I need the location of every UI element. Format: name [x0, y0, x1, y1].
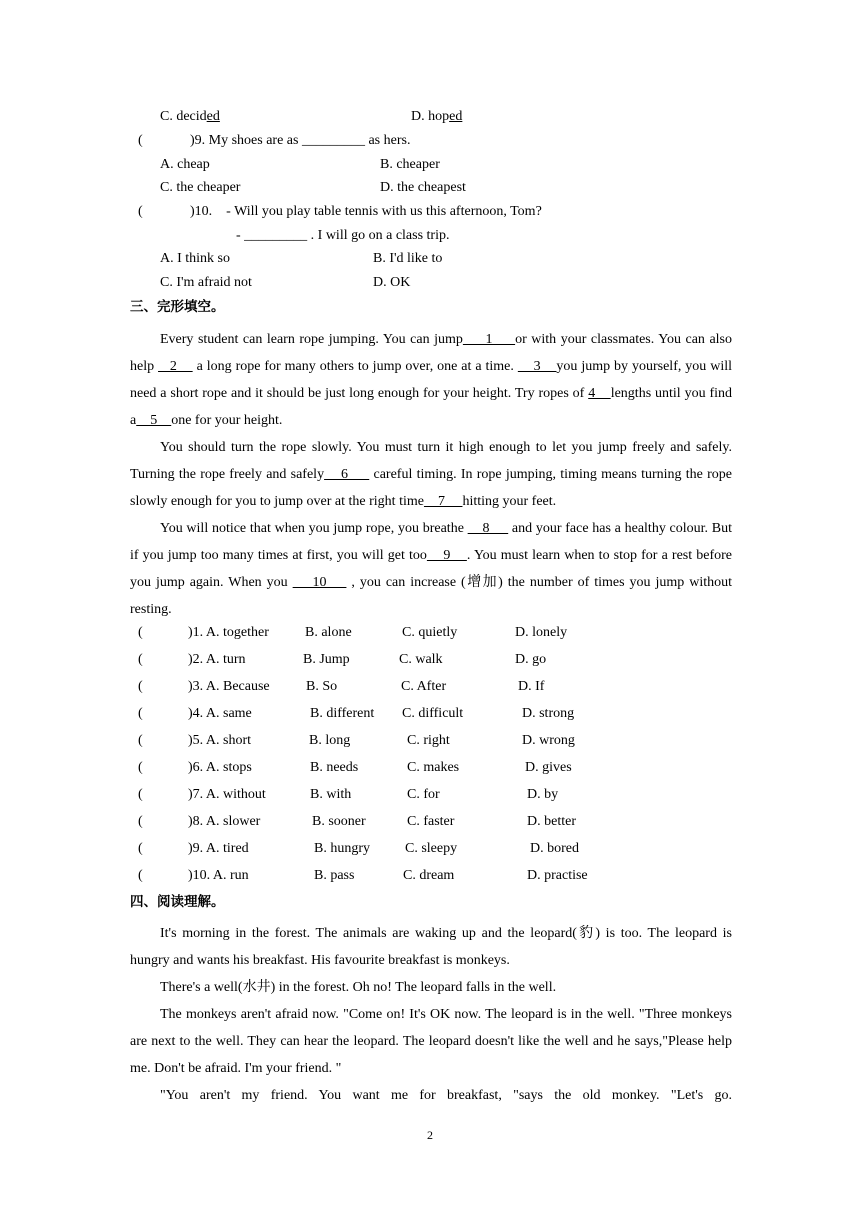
q9-paren: ( — [138, 133, 143, 148]
q9-stem: )9. My shoes are as _________ as hers. — [190, 133, 411, 148]
cloze-text: careful timing. In rope jumping, timing means turning the rope slowly enough for you to jump over at the right time — [130, 467, 732, 509]
option-paren: ( — [138, 787, 143, 802]
cloze-text: You will notice that when you jump rope, you breathe — [160, 521, 468, 536]
option-c: C. right — [407, 733, 450, 748]
page-number: 2 — [427, 1128, 433, 1142]
q9-option-c: C. the cheaper — [160, 180, 241, 195]
option-b: B. Jump — [303, 652, 350, 667]
cloze-text: You should turn the rope slowly. You must turn it high enough to let you jump freely and safely. Turning the rope freely and safely — [130, 440, 732, 482]
option-a: )4. A. same — [188, 706, 252, 721]
q9-option-d: D. the cheapest — [380, 180, 466, 195]
q8-option-c: C. decided — [160, 109, 220, 124]
cloze-text: you jump by yourself, you will need a short rope and it should be just long enough for your height. Try ropes of — [130, 359, 733, 401]
option-c: C. sleepy — [405, 841, 458, 856]
option-a: )9. A. tired — [188, 841, 249, 856]
option-d: D. wrong — [522, 733, 575, 748]
q10-option-b: B. I'd like to — [373, 251, 443, 266]
option-paren: ( — [138, 679, 143, 694]
option-b: B. pass — [314, 868, 355, 883]
option-d: D. lonely — [515, 625, 568, 640]
option-d: D. better — [527, 814, 576, 829]
option-c: C. After — [401, 679, 447, 694]
reading-paragraph-3: The monkeys aren't afraid now. "Come on! It's OK now. The leopard is in the well. "Three monkeys are next to the well. They can hear the leopard. The leopard doesn't like the well and he says,"Please help me. Don't be afraid. I'm your friend. " — [130, 1007, 732, 1076]
option-b: B. sooner — [312, 814, 366, 829]
cloze-text: , you can increase (增加) the number of times you jump without resting. — [130, 575, 733, 617]
option-b: B. different — [310, 706, 375, 721]
option-c: C. makes — [407, 760, 460, 775]
cloze-blank: 7 — [423, 494, 463, 509]
q9-option-b: B. cheaper — [380, 157, 440, 172]
q10-paren: ( — [138, 204, 143, 219]
q9-option-a: A. cheap — [160, 157, 210, 172]
option-a: )2. A. turn — [188, 652, 246, 667]
option-b: B. with — [310, 787, 352, 802]
cloze-text: and your face has a healthy colour. But if you jump too many times at first, you will get too — [130, 521, 732, 563]
option-d: D. strong — [522, 706, 575, 721]
reading-paragraph-2: There's a well(水井) in the forest. Oh no! The leopard falls in the well. — [160, 980, 557, 995]
option-c: C. quietly — [402, 625, 458, 640]
q10-option-d: D. OK — [373, 275, 411, 290]
cloze-blank: 10 — [292, 575, 347, 590]
cloze-paragraph-3 — [130, 515, 732, 623]
cloze-blank: 9 — [426, 548, 467, 563]
option-c: C. dream — [403, 868, 455, 883]
option-paren: ( — [138, 841, 143, 856]
option-a: )7. A. without — [188, 787, 266, 802]
option-paren: ( — [138, 733, 143, 748]
option-a: )3. A. Because — [188, 679, 270, 694]
section3-heading: 三、完形填空。 — [130, 299, 225, 315]
option-paren: ( — [138, 760, 143, 775]
cloze-blank: 8 — [467, 521, 509, 536]
cloze-text: Every student can learn rope jumping. You can jump — [160, 332, 463, 347]
cloze-text: or with your classmates. You can also help — [130, 332, 732, 374]
cloze-text: hitting your feet. — [462, 494, 557, 509]
cloze-paragraph-1 — [130, 326, 732, 434]
option-d: D. by — [527, 787, 559, 802]
option-c: C. for — [407, 787, 440, 802]
cloze-paragraph-2 — [130, 434, 732, 515]
option-a: )5. A. short — [188, 733, 251, 748]
option-a: )6. A. stops — [188, 760, 252, 775]
q10-stem: )10. - Will you play table tennis with us this afternoon, Tom? — [190, 204, 542, 219]
option-c: C. difficult — [402, 706, 464, 721]
option-paren: ( — [138, 868, 143, 883]
option-b: B. alone — [305, 625, 352, 640]
option-c: C. walk — [399, 652, 443, 667]
cloze-blank: 2 — [158, 359, 193, 374]
option-b: B. needs — [310, 760, 359, 775]
option-c: C. faster — [407, 814, 455, 829]
cloze-text: lengths until you find a — [130, 386, 732, 428]
reading-paragraph-1: It's morning in the forest. The animals are waking up and the leopard(豹) is too. The leopard is hungry and wants his breakfast. His favourite breakfast is monkeys. — [130, 926, 732, 968]
option-paren: ( — [138, 706, 143, 721]
cloze-blank: 1 — [462, 332, 516, 347]
option-b: B. So — [306, 679, 338, 694]
option-paren: ( — [138, 814, 143, 829]
cloze-text: . You must learn when to stop for a rest before you jump again. When you — [130, 548, 733, 590]
q10-option-a: A. I think so — [160, 251, 230, 266]
cloze-blank: 5 — [136, 413, 172, 428]
q10-line2: - _________ . I will go on a class trip. — [236, 228, 450, 243]
reading-paragraph-4: "You aren't my friend. You want me for breakfast, "says the old monkey. "Let's go. — [160, 1088, 732, 1103]
option-a: )10. A. run — [188, 868, 249, 883]
cloze-blank: 4 — [588, 386, 611, 401]
q10-option-c: C. I'm afraid not — [160, 275, 252, 290]
cloze-blank: 3 — [517, 359, 557, 374]
cloze-text: a long rope for many others to jump over, one at a time. — [192, 359, 518, 374]
option-b: B. hungry — [314, 841, 370, 856]
option-a: )8. A. slower — [188, 814, 261, 829]
cloze-blank: 6 — [324, 467, 370, 482]
option-d: D. bored — [530, 841, 579, 856]
q8-option-d: D. hoped — [411, 109, 463, 124]
section4-heading: 四、阅读理解。 — [130, 894, 225, 910]
option-d: D. practise — [527, 868, 588, 883]
option-d: D. gives — [525, 760, 572, 775]
cloze-text: one for your height. — [171, 413, 283, 428]
option-a: )1. A. together — [188, 625, 269, 640]
option-b: B. long — [309, 733, 351, 748]
option-paren: ( — [138, 625, 143, 640]
option-d: D. If — [518, 679, 545, 694]
option-paren: ( — [138, 652, 143, 667]
option-d: D. go — [515, 652, 547, 667]
